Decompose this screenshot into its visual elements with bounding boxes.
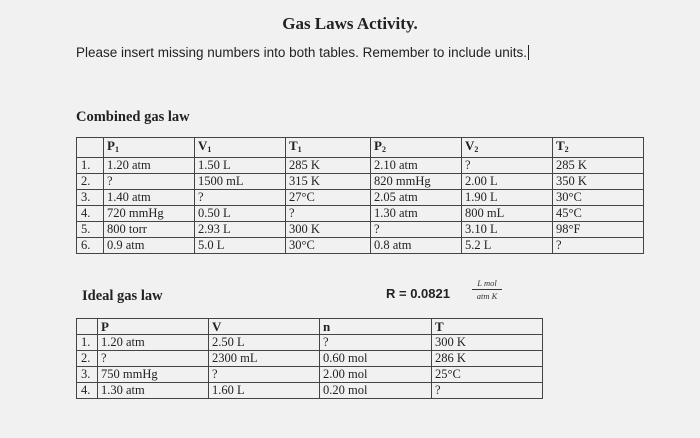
cell-p2[interactable]: 2.05 atm (371, 190, 462, 206)
cell-v2[interactable]: 2.00 L (462, 174, 553, 190)
cell-p[interactable]: 1.30 atm (98, 383, 209, 399)
cell-t2[interactable]: 30°C (553, 190, 644, 206)
cell-v1[interactable]: 1.50 L (195, 158, 286, 174)
cell-v[interactable]: ? (209, 367, 320, 383)
page-title: Gas Laws Activity. (282, 14, 418, 33)
cell-v[interactable]: 2.50 L (209, 335, 320, 351)
table-row (77, 238, 644, 254)
combined-gas-law-heading: Combined gas law (76, 109, 190, 125)
cell-t1[interactable]: 30°C (286, 238, 371, 254)
cell-t2[interactable]: ? (553, 238, 644, 254)
cell-v1[interactable]: 2.93 L (195, 222, 286, 238)
header-t1: $T_1$ (286, 138, 371, 158)
table-row (77, 335, 543, 351)
cell-v1[interactable]: 5.0 L (195, 238, 286, 254)
cell-n[interactable]: ? (320, 335, 432, 351)
cell-t1[interactable]: 315 K (286, 174, 371, 190)
header-v: V (209, 319, 320, 335)
cell-t2[interactable]: 285 K (553, 158, 644, 174)
row-number: 1. (77, 335, 98, 351)
header-t: T (432, 319, 543, 335)
combined-gas-law-table (76, 137, 644, 254)
table-row (77, 158, 644, 174)
cell-t[interactable]: 25°C (432, 367, 543, 383)
header-p: P (98, 319, 209, 335)
row-number: 5. (77, 222, 104, 238)
cell-p1[interactable]: 720 mmHg (104, 206, 195, 222)
cell-t1[interactable]: ? (286, 206, 371, 222)
row-number-header (77, 319, 98, 335)
table-row (77, 222, 644, 238)
header-t2: $T_2$ (553, 138, 644, 158)
cell-p2[interactable]: 1.30 atm (371, 206, 462, 222)
row-number: 4. (77, 383, 98, 399)
cell-v2[interactable]: 1.90 L (462, 190, 553, 206)
cell-n[interactable]: 0.60 mol (320, 351, 432, 367)
units-numerator: L mol (477, 278, 497, 288)
cell-n[interactable]: 2.00 mol (320, 367, 432, 383)
cell-p[interactable]: ? (98, 351, 209, 367)
cell-t[interactable]: ? (432, 383, 543, 399)
table-row (77, 383, 543, 399)
table-row (77, 206, 644, 222)
cell-p1[interactable]: 0.9 atm (104, 238, 195, 254)
cell-v2[interactable]: 5.2 L (462, 238, 553, 254)
cell-p[interactable]: 750 mmHg (98, 367, 209, 383)
cell-p1[interactable]: 1.40 atm (104, 190, 195, 206)
header-v2: $V_2$ (462, 138, 553, 158)
cell-t2[interactable]: 98°F (553, 222, 644, 238)
cell-t[interactable]: 286 K (432, 351, 543, 367)
cell-v[interactable]: 2300 mL (209, 351, 320, 367)
cell-t2[interactable]: 45°C (553, 206, 644, 222)
cell-v[interactable]: 1.60 L (209, 383, 320, 399)
cell-v2[interactable]: 3.10 L (462, 222, 553, 238)
cell-p1[interactable]: 1.20 atm (104, 158, 195, 174)
table-row (77, 367, 543, 383)
cell-v1[interactable]: 0.50 L (195, 206, 286, 222)
cell-p2[interactable]: 820 mmHg (371, 174, 462, 190)
cell-p[interactable]: 1.20 atm (98, 335, 209, 351)
cell-t2[interactable]: 350 K (553, 174, 644, 190)
row-number: 3. (77, 190, 104, 206)
row-number: 4. (77, 206, 104, 222)
row-number: 2. (77, 174, 104, 190)
row-number: 1. (77, 158, 104, 174)
instructions-text[interactable] (76, 45, 529, 60)
cell-v2[interactable]: 800 mL (462, 206, 553, 222)
units-denominator: atm K (476, 291, 498, 301)
instructions-label: Please insert missing numbers into both tables. Remember to include units. (76, 45, 527, 60)
cell-t1[interactable]: 27°C (286, 190, 371, 206)
fraction-bar (472, 289, 502, 290)
cell-p1[interactable]: ? (104, 174, 195, 190)
table-header-row (77, 138, 644, 158)
table-row (77, 190, 644, 206)
cell-t1[interactable]: 300 K (286, 222, 371, 238)
cell-t1[interactable]: 285 K (286, 158, 371, 174)
cell-p2[interactable]: 2.10 atm (371, 158, 462, 174)
cell-p2[interactable]: 0.8 atm (371, 238, 462, 254)
text-cursor (528, 45, 529, 60)
row-number: 2. (77, 351, 98, 367)
header-p2: $P_2$ (371, 138, 462, 158)
cell-p1[interactable]: 800 torr (104, 222, 195, 238)
header-p1: $P_1$ (104, 138, 195, 158)
table-row (77, 351, 543, 367)
cell-p2[interactable]: ? (371, 222, 462, 238)
cell-v2[interactable]: ? (462, 158, 553, 174)
header-v1: $V_1$ (195, 138, 286, 158)
ideal-gas-law-heading: Ideal gas law (82, 288, 163, 304)
row-number: 3. (77, 367, 98, 383)
cell-v1[interactable]: 1500 mL (195, 174, 286, 190)
cell-t[interactable]: 300 K (432, 335, 543, 351)
gas-constant-label: R = 0.0821 (386, 286, 450, 301)
row-number-header (77, 138, 104, 158)
table-header-row (77, 319, 543, 335)
gas-constant-units (472, 278, 502, 301)
header-n: n (320, 319, 432, 335)
cell-v1[interactable]: ? (195, 190, 286, 206)
ideal-gas-law-table (76, 318, 543, 399)
row-number: 6. (77, 238, 104, 254)
table-row (77, 174, 644, 190)
cell-n[interactable]: 0.20 mol (320, 383, 432, 399)
